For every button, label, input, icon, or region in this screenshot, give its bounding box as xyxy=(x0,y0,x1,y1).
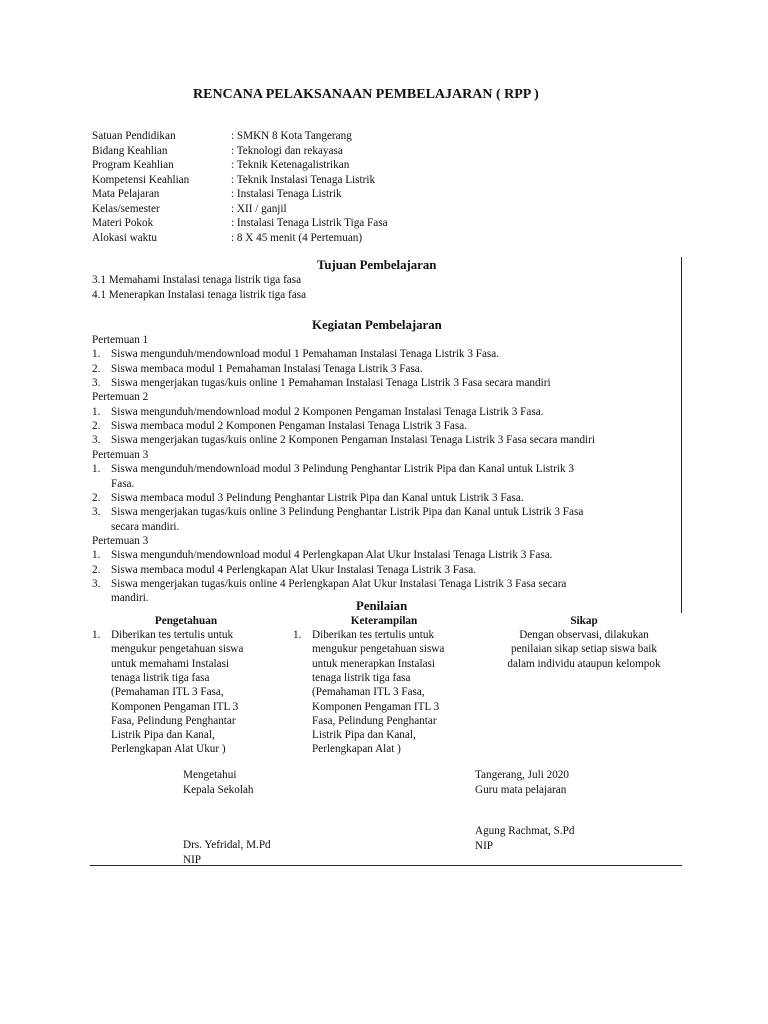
kegiatan-item xyxy=(0,462,768,476)
kegiatan-item xyxy=(0,505,768,519)
kegiatan-item-number: 3. xyxy=(92,577,101,590)
kegiatan-item-text: secara mandiri. xyxy=(111,520,180,533)
sign-left-line1: Mengetahui xyxy=(183,769,237,781)
identity-row xyxy=(0,173,768,187)
kegiatan-item-number: 2. xyxy=(92,491,101,504)
keterampilan-line: Komponen Pengaman ITL 3 xyxy=(312,700,440,713)
identity-row xyxy=(0,144,768,158)
pertemuan-label: Pertemuan 3 xyxy=(92,534,149,547)
pengetahuan-line: Listrik Pipa dan Kanal, xyxy=(111,729,215,742)
identity-label: Mata Pelajaran xyxy=(92,188,160,200)
pengetahuan-line: (Pemahaman ITL 3 Fasa, xyxy=(111,686,224,699)
keterampilan-line: (Pemahaman ITL 3 Fasa, xyxy=(312,686,425,699)
keterampilan-line: mengukur pengetahuan siswa xyxy=(312,643,445,656)
kegiatan-item-text: Siswa membaca modul 3 Pelindung Penghantar Listrik Pipa dan Kanal untuk Listrik 3 Fasa. xyxy=(111,491,524,504)
kegiatan-item-number: 1. xyxy=(92,463,101,476)
identity-row xyxy=(0,129,768,143)
kegiatan-item-number: 3. xyxy=(92,506,101,519)
kegiatan-item-text: Siswa mengerjakan tugas/kuis online 1 Pemahaman Instalasi Tenaga Listrik 3 Fasa secara mandiri xyxy=(111,377,551,390)
identity-value: : XII / ganjil xyxy=(231,202,287,215)
kegiatan-item xyxy=(0,362,768,376)
penilaian-heading: Penilaian xyxy=(356,599,408,613)
kegiatan-item-text: Siswa mengunduh/mendownload modul 4 Perlengkapan Alat Ukur Instalasi Tenaga Listrik 3 Fasa. xyxy=(111,549,553,562)
kegiatan-item-text: Siswa mengerjakan tugas/kuis online 4 Perlengkapan Alat Ukur Instalasi Tenaga Listrik 3 Fasa secara xyxy=(111,577,567,590)
sikap-line: dalam individu ataupun kelompok xyxy=(507,657,661,670)
kegiatan-item xyxy=(0,577,768,591)
kegiatan-item xyxy=(0,548,768,562)
sign-left-nip: NIP xyxy=(183,853,202,866)
kegiatan-item xyxy=(0,491,768,505)
kegiatan-item-number: 1. xyxy=(92,348,101,361)
kegiatan-item-text: Siswa mengerjakan tugas/kuis online 3 Pelindung Penghantar Listrik Pipa dan Kanal untuk Listrik 3 Fasa xyxy=(111,506,584,519)
kegiatan-item-number: 3. xyxy=(92,434,101,447)
identity-row xyxy=(0,187,768,201)
pertemuan-heading xyxy=(0,448,768,462)
sign-right-nip: NIP xyxy=(475,839,494,852)
kegiatan-item-number: 1. xyxy=(92,405,101,418)
kegiatan-item xyxy=(0,347,768,361)
pertemuan-heading xyxy=(0,333,768,347)
kegiatan-item-text: Fasa. xyxy=(111,477,135,490)
identity-label: Materi Pokok xyxy=(92,217,154,229)
kegiatan-item xyxy=(0,419,768,433)
tujuan-item: 3.1 Memahami Instalasi tenaga listrik tiga fasa xyxy=(92,274,302,286)
sign-left-line2: Kepala Sekolah xyxy=(183,783,254,796)
kegiatan-item xyxy=(0,405,768,419)
identity-label: Program Keahlian xyxy=(92,159,174,171)
sign-right-name: Agung Rachmat, S.Pd xyxy=(475,825,575,837)
sign-right-line1: Tangerang, Juli 2020 xyxy=(475,769,569,781)
sikap-line: Dengan observasi, dilakukan xyxy=(519,629,649,641)
bottom-rule xyxy=(90,865,682,866)
identity-value: : Teknologi dan rekayasa xyxy=(231,144,343,157)
keterampilan-line: Listrik Pipa dan Kanal, xyxy=(312,729,416,742)
pengetahuan-number: 1. xyxy=(92,629,101,641)
identity-label: Kelas/semester xyxy=(92,202,160,215)
kegiatan-item-text: Siswa membaca modul 4 Perlengkapan Alat Ukur Instalasi Tenaga Listrik 3 Fasa. xyxy=(111,563,477,576)
identity-label: Bidang Keahlian xyxy=(92,144,168,157)
kegiatan-item-text: Siswa membaca modul 2 Komponen Pengaman Instalasi Tenaga Listrik 3 Fasa. xyxy=(111,420,468,433)
identity-row xyxy=(0,216,768,230)
pertemuan-heading xyxy=(0,390,768,404)
keterampilan-line: Diberikan tes tertulis untuk xyxy=(312,629,435,641)
kegiatan-item xyxy=(0,563,768,577)
identity-row xyxy=(0,231,768,245)
pengetahuan-line: untuk memahami Instalasi xyxy=(111,657,230,670)
pengetahuan-line: Fasa, Pelindung Penghantar xyxy=(111,714,236,727)
kegiatan-item-text: mandiri. xyxy=(111,592,149,605)
tujuan-item: 4.1 Menerapkan Instalasi tenaga listrik tiga fasa xyxy=(92,289,307,301)
kegiatan-item-number: 2. xyxy=(92,563,101,576)
identity-label: Kompetensi Keahlian xyxy=(92,173,190,186)
kegiatan-item xyxy=(0,433,768,447)
kegiatan-item-number: 1. xyxy=(92,549,101,562)
kegiatan-item-number: 2. xyxy=(92,362,101,375)
pengetahuan-line: Perlengkapan Alat Ukur ) xyxy=(111,743,226,756)
pertemuan-label: Pertemuan 3 xyxy=(92,448,149,461)
tujuan-heading: Tujuan Pembelajaran xyxy=(317,258,437,272)
sign-right-line2: Guru mata pelajaran xyxy=(475,783,567,796)
pengetahuan-line: mengukur pengetahuan siswa xyxy=(111,643,244,656)
identity-value: : Instalasi Tenaga Listrik Tiga Fasa xyxy=(231,217,388,229)
keterampilan-title: Keterampilan xyxy=(350,614,418,627)
pertemuan-label: Pertemuan 1 xyxy=(92,334,149,346)
identity-row xyxy=(0,202,768,216)
pertemuan-label: Pertemuan 2 xyxy=(92,391,149,404)
identity-label: Alokasi waktu xyxy=(92,231,157,244)
keterampilan-number: 1. xyxy=(293,629,302,641)
keterampilan-line: Perlengkapan Alat ) xyxy=(312,743,401,756)
pengetahuan-line: Diberikan tes tertulis untuk xyxy=(111,629,234,641)
identity-value: : 8 X 45 menit (4 Pertemuan) xyxy=(231,231,363,244)
kegiatan-item-text: Siswa membaca modul 1 Pemahaman Instalasi Tenaga Listrik 3 Fasa. xyxy=(111,362,423,375)
kegiatan-item xyxy=(0,477,768,491)
kegiatan-heading: Kegiatan Pembelajaran xyxy=(312,318,442,332)
identity-label: Satuan Pendidikan xyxy=(92,130,176,142)
kegiatan-item xyxy=(0,520,768,534)
identity-value: : SMKN 8 Kota Tangerang xyxy=(231,130,352,142)
identity-row xyxy=(0,158,768,172)
keterampilan-line: tenaga listrik tiga fasa xyxy=(312,671,411,684)
keterampilan-line: untuk menerapkan Instalasi xyxy=(312,657,436,670)
sikap-line: penilaian sikap setiap siswa baik xyxy=(510,643,658,656)
kegiatan-item xyxy=(0,376,768,390)
identity-value: : Teknik Instalasi Tenaga Listrik xyxy=(231,173,376,186)
sign-left-name: Drs. Yefridal, M.Pd xyxy=(183,839,271,851)
kegiatan-item-text: Siswa mengunduh/mendownload modul 1 Pemahaman Instalasi Tenaga Listrik 3 Fasa. xyxy=(111,348,500,361)
identity-value: : Teknik Ketenagalistrikan xyxy=(231,159,350,171)
kegiatan-item-text: Siswa mengunduh/mendownload modul 3 Pelindung Penghantar Listrik Pipa dan Kanal untuk Listrik 3 xyxy=(111,463,574,476)
kegiatan-item-text: Siswa mengerjakan tugas/kuis online 2 Komponen Pengaman Instalasi Tenaga Listrik 3 Fasa secara mandiri xyxy=(111,434,595,447)
kegiatan-item-number: 3. xyxy=(92,377,101,390)
sikap-title: Sikap xyxy=(570,614,598,627)
pengetahuan-line: Komponen Pengaman ITL 3 xyxy=(111,700,239,713)
kegiatan-item-number: 2. xyxy=(92,420,101,433)
keterampilan-line: Fasa, Pelindung Penghantar xyxy=(312,714,437,727)
pertemuan-heading xyxy=(0,534,768,548)
document-title: RENCANA PELAKSANAAN PEMBELAJARAN ( RPP ) xyxy=(193,87,539,102)
identity-value: : Instalasi Tenaga Listrik xyxy=(231,188,342,200)
pengetahuan-line: tenaga listrik tiga fasa xyxy=(111,671,210,684)
pengetahuan-title: Pengetahuan xyxy=(154,614,218,627)
kegiatan-item-text: Siswa mengunduh/mendownload modul 2 Komponen Pengaman Instalasi Tenaga Listrik 3 Fasa. xyxy=(111,405,544,418)
